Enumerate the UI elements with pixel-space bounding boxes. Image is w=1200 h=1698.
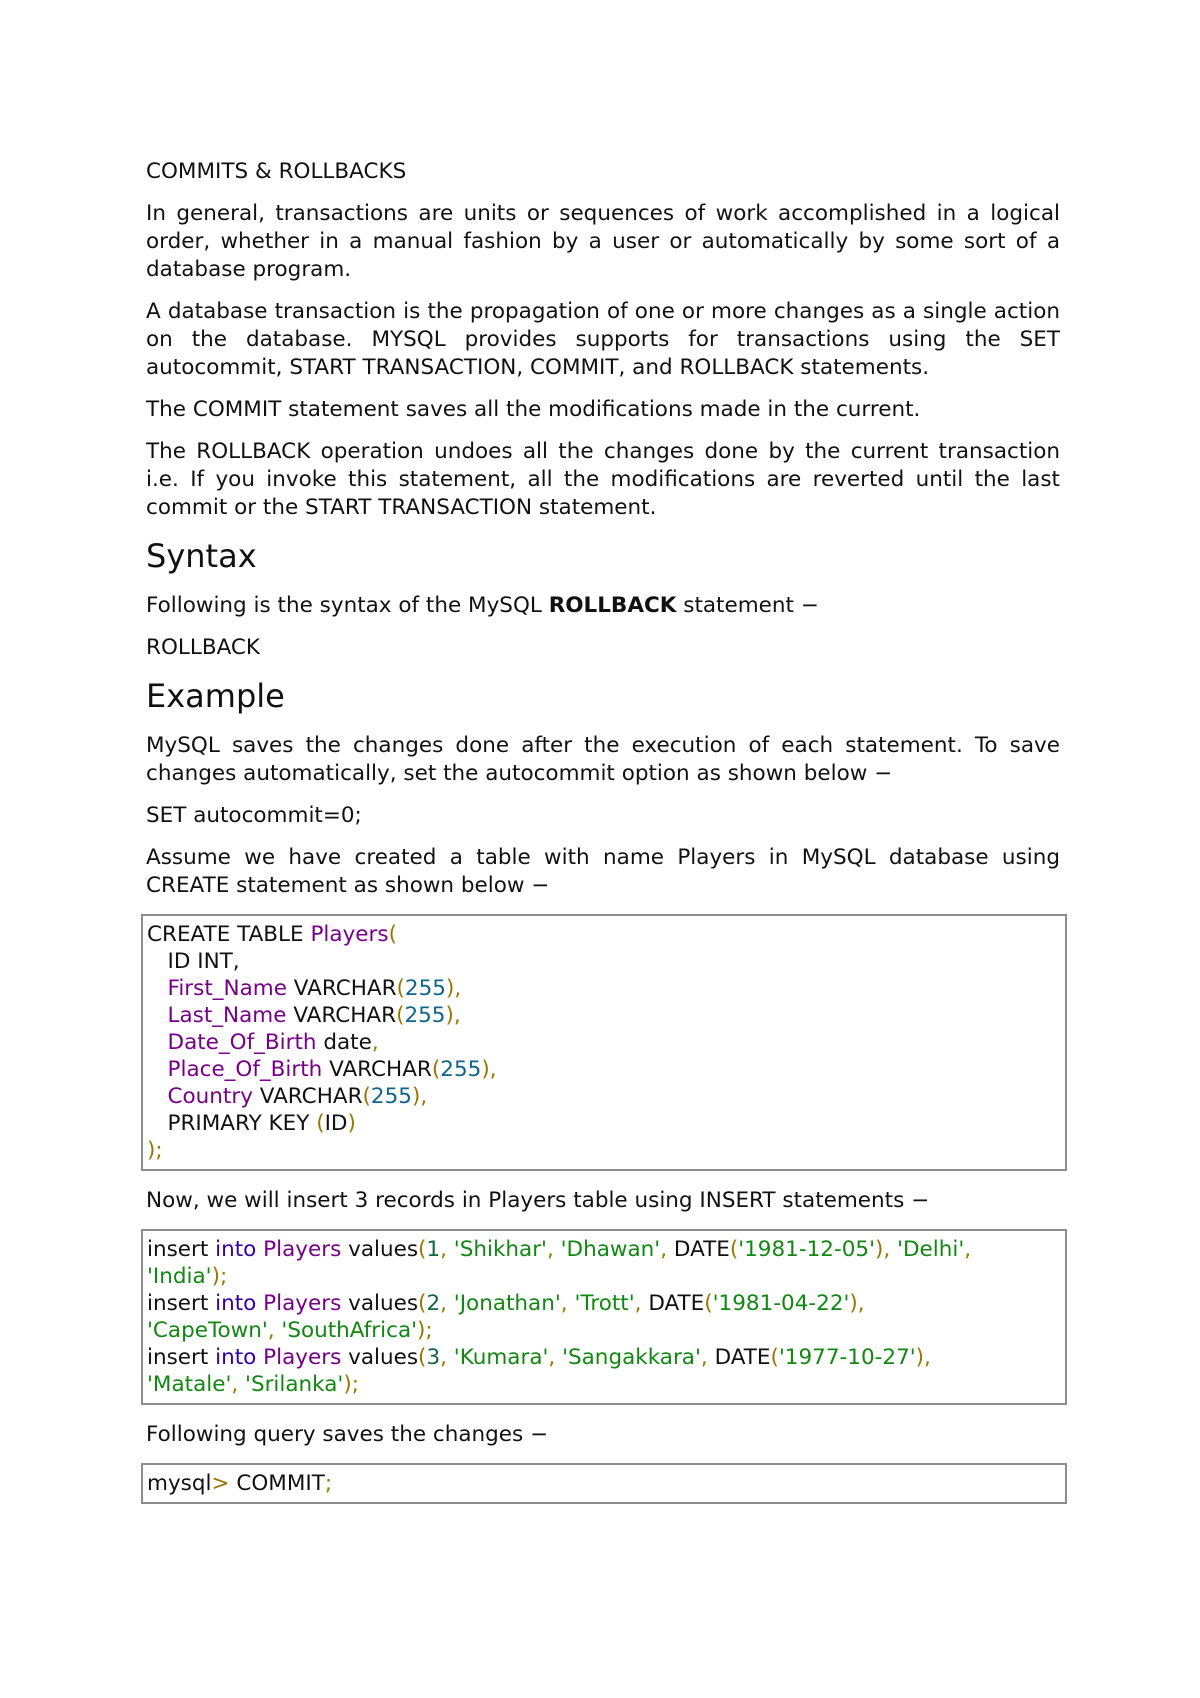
syntax-intro-tail: statement − (676, 593, 819, 618)
rollback-paragraph: The ROLLBACK operation undoes all the changes done by the current transaction i.e. If you invoke this statement, all the modifications are reverted until the last commit or the START TRANSACTION statement. (146, 439, 1060, 520)
create-table-code-block (141, 914, 1067, 1171)
code-line: insert into Players values(3, 'Kumara', 'Sangakkara', DATE('1977-10-27'), (147, 1345, 931, 1370)
code-line: 'India'); (147, 1264, 228, 1289)
insert-code-block (141, 1229, 1067, 1405)
document-page (146, 158, 1060, 1520)
syntax-intro (146, 592, 1060, 620)
commit-paragraph: The COMMIT statement saves all the modifications made in the current. (146, 397, 921, 422)
set-autocommit-statement: SET autocommit=0; (146, 803, 362, 828)
code-line: ); (147, 1138, 163, 1163)
doc-title: COMMITS & ROLLBACKS (146, 159, 407, 184)
example-paragraph-3: Now, we will insert 3 records in Players table using INSERT statements − (146, 1188, 930, 1213)
syntax-heading: Syntax (146, 537, 257, 575)
syntax-intro-bold: ROLLBACK (548, 593, 677, 618)
code-line: 'CapeTown', 'SouthAfrica'); (147, 1318, 433, 1343)
code-line: First_Name VARCHAR(255), (167, 976, 462, 1001)
code-line: insert into Players values(2, 'Jonathan', 'Trott', DATE('1981-04-22'), (147, 1291, 865, 1316)
code-line: ID INT, (147, 949, 240, 974)
code-line: CREATE TABLE Players( (147, 922, 397, 947)
example-paragraph-4: Following query saves the changes − (146, 1422, 549, 1447)
intro-paragraph: In general, transactions are units or sequences of work accomplished in a logical order, whether in a manual fashion by a user or automatically by some sort of a database program. (146, 201, 1060, 282)
transaction-paragraph: A database transaction is the propagation of one or more changes as a single action on the database. MYSQL provides supports for transactions using the SET autocommit, START TRANSACTION, COMMIT, and ROLLBACK statements. (146, 299, 1060, 380)
code-line: 'Matale', 'Srilanka'); (147, 1372, 359, 1397)
example-heading: Example (146, 677, 285, 715)
commit-code-block: mysql> COMMIT; (141, 1463, 1067, 1504)
code-line: PRIMARY KEY (ID) (147, 1111, 356, 1136)
syntax-statement: ROLLBACK (146, 635, 261, 660)
syntax-intro-text: Following is the syntax of the MySQL (146, 593, 549, 618)
code-line: Last_Name VARCHAR(255), (167, 1003, 461, 1028)
code-line: insert into Players values(1, 'Shikhar', 'Dhawan', DATE('1981-12-05'), 'Delhi', (147, 1237, 972, 1262)
code-line: Country VARCHAR(255), (167, 1084, 428, 1109)
example-paragraph-2: Assume we have created a table with name Players in MySQL database using CREATE statement as shown below − (146, 845, 1060, 898)
code-line: Date_Of_Birth date, (167, 1030, 379, 1055)
example-paragraph-1: MySQL saves the changes done after the execution of each statement. To save changes automatically, set the autocommit option as shown below − (146, 733, 1060, 786)
code-line: Place_Of_Birth VARCHAR(255), (167, 1057, 497, 1082)
